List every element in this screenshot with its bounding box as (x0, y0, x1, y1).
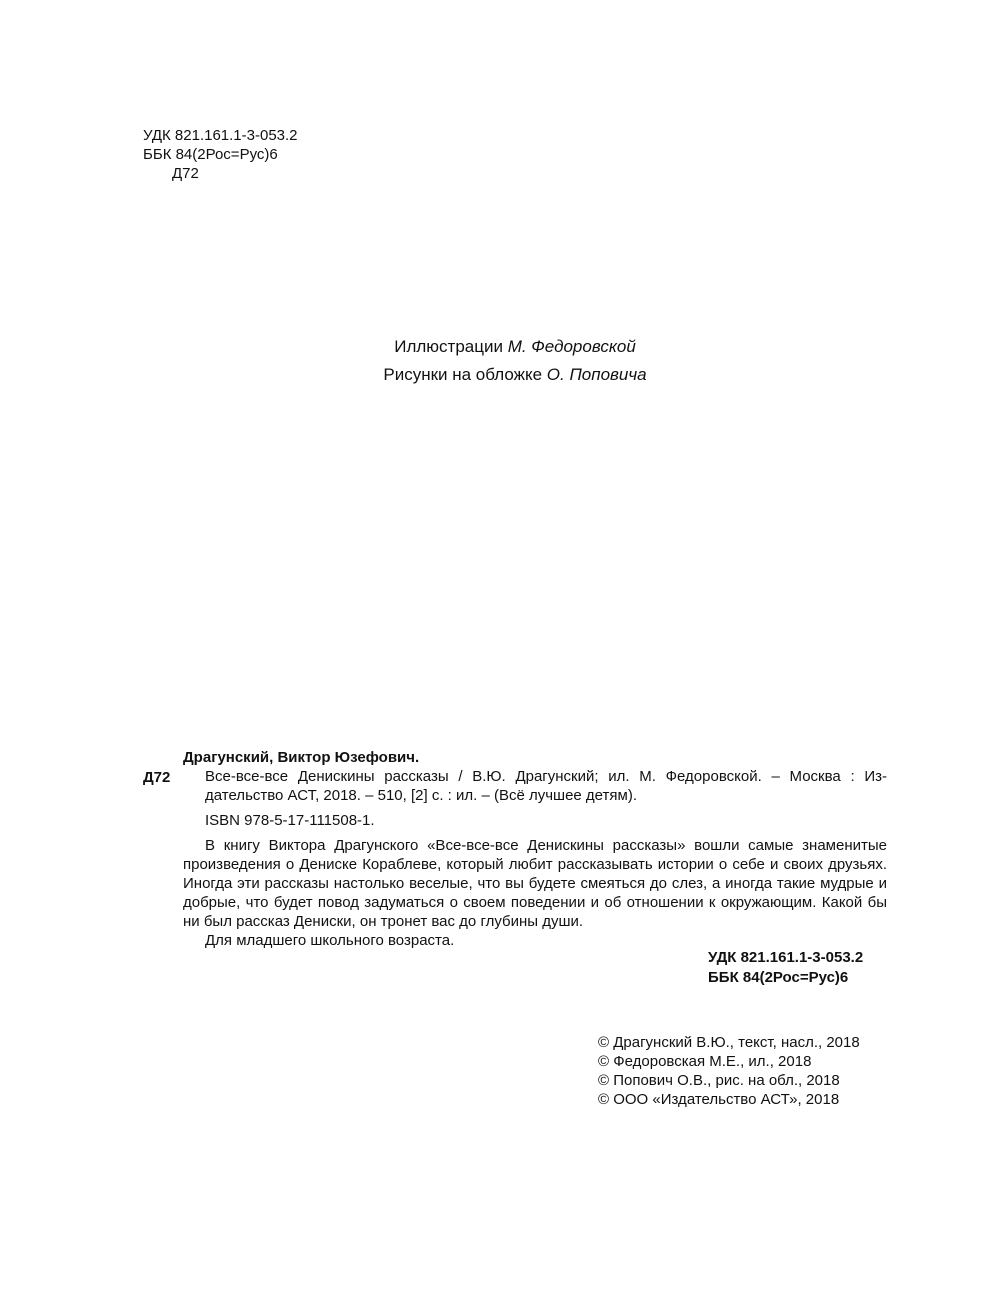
bottom-classification-codes (708, 948, 863, 988)
catalog-card (183, 748, 887, 950)
illustrator-name: М. Федоровской (507, 337, 636, 356)
top-classification-codes (143, 126, 298, 183)
copyright-block (598, 1033, 860, 1109)
cover-credit (0, 361, 986, 389)
copyright-line: © Попович О.В., рис. на обл., 2018 (598, 1072, 840, 1089)
copyright-line: © Драгунский В.Ю., текст, насл., 2018 (598, 1034, 860, 1051)
cover-artist-name: О. Поповича (546, 365, 647, 384)
author-mark: Д72 (172, 165, 199, 182)
catalog-isbn: ISBN 978-5-17-111508-1. (205, 812, 375, 829)
catalog-description-line-2: дательство АСТ, 2018. – 510, [2] с. : ил. – (Всё лучшее детям). (205, 787, 637, 804)
udk-code: УДК 821.161.1-3-053.2 (143, 127, 298, 144)
cover-label: Рисунки на обложке (383, 365, 543, 384)
bottom-udk-code: УДК 821.161.1-3-053.2 (708, 949, 864, 966)
catalog-audience: Для младшего школьного возраста. (205, 932, 455, 949)
copyright-line: © Федоровская М.Е., ил., 2018 (598, 1053, 812, 1070)
catalog-annotation: В книгу Виктора Драгунского «Все-все-все Денискины рассказы» вошли самые знаменитые произведения о Дениске Кораблеве, который любит рассказывать истории о себе и своих друзьях. Иногда эти рассказы настолько веселые, что вы будете смеяться до слез, а иногда такие мудрые и добрые, что будет повод задуматься о своем поведении и об отношении к окружающим. Какой бы ни был рассказ Дениски, он тронет вас до глубины души. (183, 837, 887, 930)
catalog-author: Драгунский, Виктор Юзефович. (183, 749, 420, 766)
catalog-author-mark: Д72 (143, 769, 171, 786)
copyright-line: © ООО «Издательство АСТ», 2018 (598, 1091, 840, 1108)
catalog-description-line-1: Все-все-все Денискины рассказы / В.Ю. Драгунский; ил. М. Федоровской. – Москва : Из- (205, 768, 887, 785)
illustrations-label: Иллюстрации (394, 337, 503, 356)
bbk-code: ББК 84(2Рос=Рус)6 (143, 146, 278, 163)
illustrations-credit (0, 333, 986, 361)
illustration-credits (0, 333, 986, 389)
bottom-bbk-code: ББК 84(2Рос=Рус)6 (708, 969, 849, 986)
